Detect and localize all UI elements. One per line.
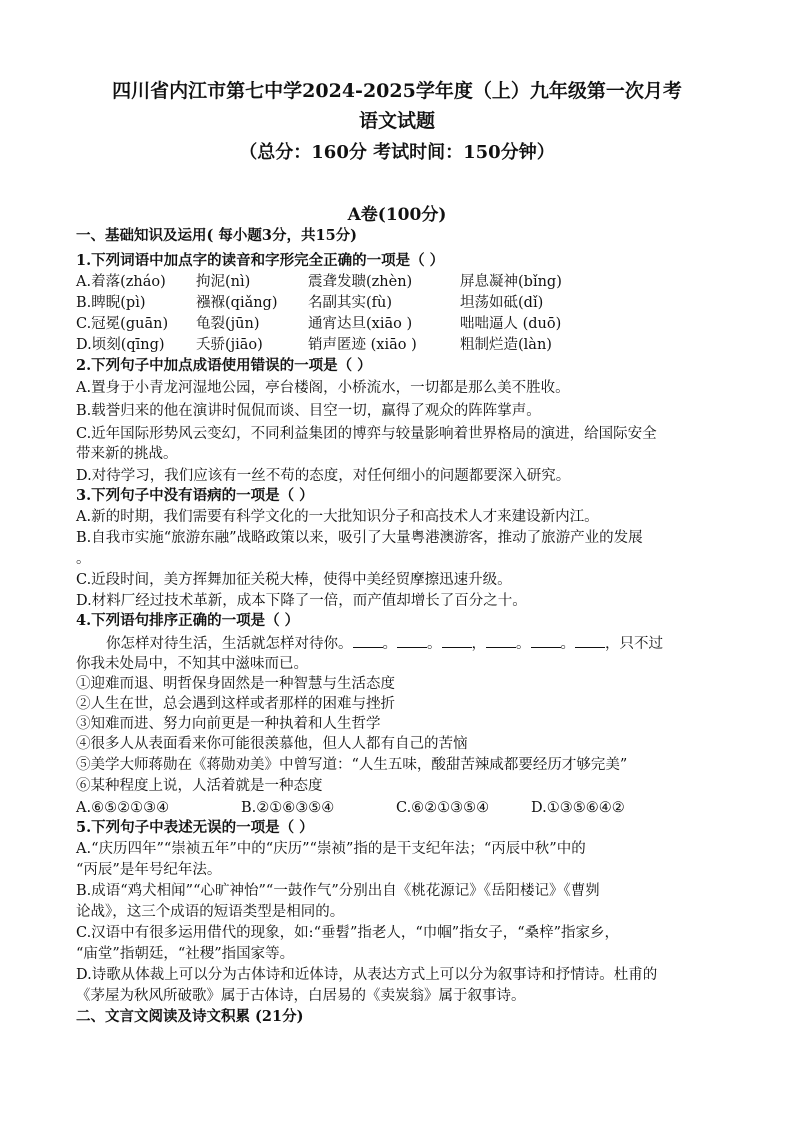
q4-option-b: B.②①⑥③⑤④ (241, 800, 335, 816)
q4-options (76, 798, 676, 818)
q2-option-d: D.对待学习，我们应该有一丝不苟的态度，对任何细小的问题都要深入研究。 (76, 468, 571, 484)
q2-option-a: A.置身于小青龙河湿地公园，亭台楼阁，小桥流水，一切都是那么美不胜收。 (76, 380, 570, 396)
q5-option-b-line2: 论战》，这三个成语的短语类型是相同的。 (76, 904, 345, 920)
q1-d-3: 销声匿迹 (xiāo ) (308, 337, 417, 353)
q4-item-2: ②人生在世，总会遇到这样或者那样的困难与挫折 (76, 696, 395, 712)
q2-stem: 2.下列句子中加点成语使用错误的一项是（ ） (76, 357, 372, 374)
q4-blank-1 (353, 633, 383, 648)
q4-blank-4 (486, 633, 516, 648)
section-a-title: A卷(100分) (347, 205, 447, 225)
q4-comma-1: ， (471, 636, 486, 652)
q1-b-3: 名副其实(fù) (308, 295, 393, 311)
q5-option-d-line2: 《茅屋为秋风所破歌》属于古体诗，白居易的《卖炭翁》属于叙事诗。 (76, 988, 526, 1004)
q5-option-b-line1: B.成语“鸡犬相闻”“心旷神怡”“一鼓作气”分别出自《桃花源记》《岳阳楼记》《曹刿 (76, 883, 600, 899)
q1-d-2: 夭骄(jiāo) (196, 337, 263, 353)
part1-heading: 一、基础知识及运用( 每小题3分，共15分) (76, 227, 358, 244)
q4-item-6: ⑥某种程度上说，人活着就是一种态度 (76, 778, 323, 794)
q1-b-1: B.睥睨(pì) (76, 295, 146, 311)
q4-passage-tail: ，只不过 (605, 636, 663, 652)
q4-option-d: D.①③⑤⑥④② (531, 800, 625, 816)
q3-stem: 3.下列句子中没有语病的一项是（ ） (76, 487, 314, 504)
q3-option-c: C.近段时间，美方挥舞加征关税大棒，使得中美经贸摩擦迅速升级。 (76, 572, 512, 588)
q4-item-3: ③知难而进、努力向前更是一种执着和人生哲学 (76, 716, 381, 732)
exam-score-time: （总分：160分 考试时间：150分钟） (239, 142, 555, 163)
q2-option-c-line2: 带来新的挑战。 (76, 446, 178, 462)
q4-stem: 4.下列语句排序正确的一项是（ ） (76, 612, 300, 629)
q5-option-a-line1: A.“庆历四年”“崇祯五年”中的“庆历”“崇祯”指的是干支纪年法；“丙辰中秋”中的 (76, 841, 586, 857)
q4-passage-line1 (106, 633, 663, 654)
q1-a-2: 拘泥(nì) (196, 274, 251, 290)
exam-subject: 语文试题 (358, 110, 435, 132)
q4-passage-lead: 你怎样对待生活，生活就怎样对待你。 (106, 636, 353, 652)
q4-blank-5 (531, 633, 561, 648)
q4-blank-3 (442, 633, 472, 648)
q4-option-c: C.⑥②①③⑤④ (396, 800, 490, 816)
q3-option-d: D.材料厂经过技术革新，成本下降了一倍，而产值却增长了百分之十。 (76, 593, 527, 609)
q4-sep-3: 。 (516, 636, 531, 652)
q1-a-1: A.着落(zháo) (76, 274, 166, 290)
q3-option-b-line2: 。 (76, 551, 91, 567)
q5-option-c-line1: C.汉语中有很多运用借代的现象，如:“垂髫”指老人，“巾帼”指女子，“桑梓”指家乡， (76, 925, 620, 941)
q5-option-c-line2: “庙堂”指朝廷，“社稷”指国家等。 (76, 946, 295, 962)
q1-c-2: 龟裂(jūn) (196, 316, 260, 332)
q4-sep-1: 。 (382, 636, 397, 652)
q4-item-4: ④很多人从表面看来你可能很羡慕他，但人人都有自己的苦恼 (76, 736, 468, 752)
q1-stem: 1.下列词语中加点字的读音和字形完全正确的一项是（ ） (76, 252, 445, 269)
q1-a-3: 震聋发聩(zhèn) (308, 274, 413, 290)
q1-b-4: 坦荡如砥(dǐ) (460, 295, 544, 311)
q4-sep-4: 。 (560, 636, 575, 652)
q1-d-4: 粗制烂造(làn) (460, 337, 552, 353)
q1-a-4: 屏息凝神(bǐng) (460, 274, 562, 290)
q1-d-1: D.顷刻(qīng) (76, 337, 165, 353)
q4-option-a: A.⑥⑤②①③④ (76, 800, 170, 816)
exam-title: 四川省内江市第七中学2024-2025学年度（上）九年级第一次月考 (112, 80, 682, 102)
q1-c-4: 咄咄逼人 (duō) (460, 316, 562, 332)
q4-blank-2 (397, 633, 427, 648)
q5-option-a-line2: “丙辰”是年号纪年法。 (76, 862, 222, 878)
q4-passage-line2: 你我未处局中，不知其中滋味而已。 (76, 656, 308, 672)
q3-option-b-line1: B.自我市实施“旅游东融”战略政策以来，吸引了大量粤港澳游客，推动了旅游产业的发展 (76, 530, 643, 546)
q1-c-3: 通宵达旦(xiāo ) (308, 316, 413, 332)
q3-option-a: A.新的时期，我们需要有科学文化的一大批知识分子和高技术人才来建设新内江。 (76, 509, 599, 525)
q1-c-1: C.冠冕(guān) (76, 316, 169, 332)
q1-b-2: 襁褓(qiǎng) (196, 295, 278, 311)
q5-stem: 5.下列句子中表述无误的一项是（ ） (76, 819, 314, 836)
q4-blank-6 (575, 633, 605, 648)
q2-option-b: B.载誉归来的他在演讲时侃侃而谈、目空一切，赢得了观众的阵阵掌声。 (76, 403, 541, 419)
q5-option-d-line1: D.诗歌从体裁上可以分为古体诗和近体诗，从表达方式上可以分为叙事诗和抒情诗。杜甫的 (76, 967, 658, 983)
part2-heading: 二、文言文阅读及诗文积累 (21分) (76, 1008, 304, 1025)
q4-sep-2: 。 (427, 636, 442, 652)
q4-item-1: ①迎难而退、明哲保身固然是一种智慧与生活态度 (76, 676, 395, 692)
q4-item-5: ⑤美学大师蒋勋在《蒋勋劝美》中曾写道：“人生五味，酸甜苦辣咸都要经历才够完美” (76, 757, 628, 773)
q2-option-c-line1: C.近年国际形势风云变幻，不同利益集团的博弈与较量影响着世界格局的演进，给国际安全 (76, 426, 657, 442)
